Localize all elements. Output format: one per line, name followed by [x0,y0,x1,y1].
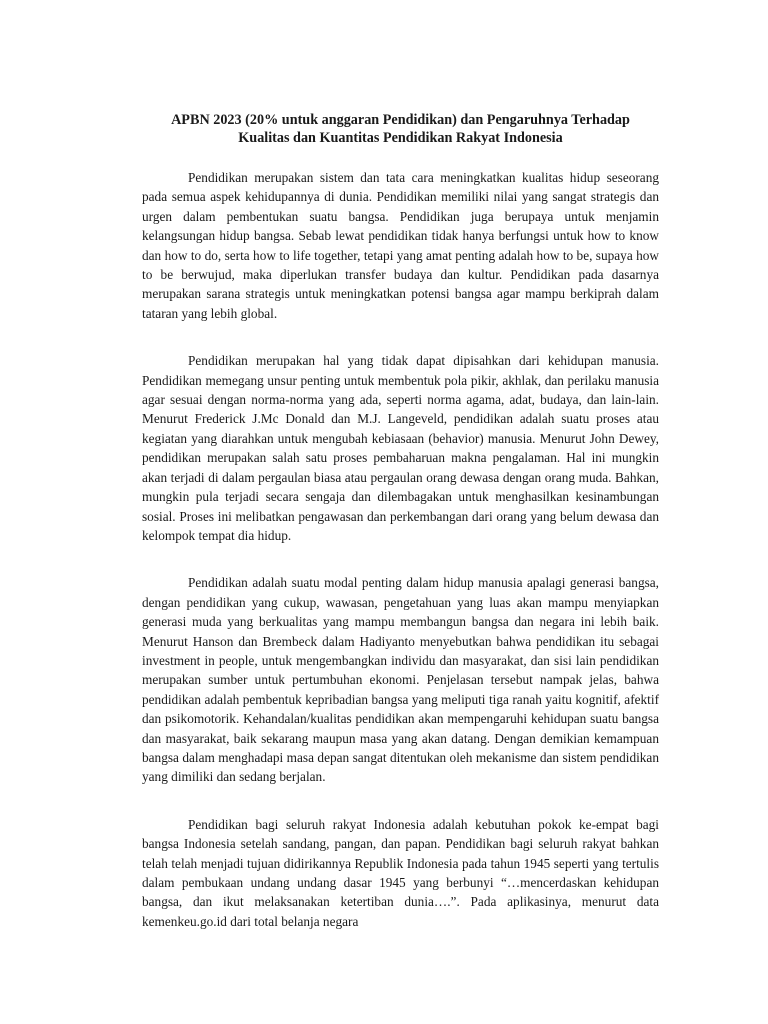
document-body [142,111,659,931]
paragraph-3: Pendidikan adalah suatu modal penting dalam hidup manusia apalagi generasi bangsa, dengan pendidikan yang cukup, wawasan, pengetahuan yang luas akan mampu menyiapkan generasi muda yang berkualitas yang mampu membangun bangsa dan negara ini lebih baik. Menurut Hanson dan Brembeck dalam Hadiyanto menyebutkan bahwa pendidikan itu sebagai investment in people, untuk mengembangkan individu dan masyarakat, dan sisi lain pendidikan merupakan sumber untuk pertumbuhan ekonomi. Penjelasan tersebut nampak jelas, bahwa pendidikan adalah pembentuk kepribadian bangsa yang meliputi tiga ranah yaitu kognitif, afektif dan psikomotorik. Kehandalan/kualitas pendidikan akan mempengaruhi kehidupan suatu bangsa dan masyarakat, baik sekarang maupun masa yang akan datang. Dengan demikian kemampuan bangsa dalam menghadapi masa depan sangat ditentukan oleh mekanisme dan sistem pendidikan yang dimiliki dan sedang berjalan. [142,575,659,785]
title-line-2: Kualitas dan Kuantitas Pendidikan Rakyat Indonesia [238,130,563,146]
paragraph-1: Pendidikan merupakan sistem dan tata cara meningkatkan kualitas hidup seseorang pada semua aspek kehidupannya di dunia. Pendidikan memiliki nilai yang sangat strategis dan urgen dalam pembentukan suatu bangsa. Pendidikan juga berupaya untuk menjamin kelangsungan hidup bangsa. Sebab lewat pendidikan tidak hanya berfungsi untuk how to know dan how to do, serta how to life together, tetapi yang amat penting adalah how to be, supaya how to be berwujud, maka diperlukan transfer budaya dan kultur. Pendidikan pada dasarnya merupakan sarana strategis untuk meningkatkan potensi bangsa agar mampu berkiprah dalam tataran yang lebih global. [142,170,659,321]
paragraph-2: Pendidikan merupakan hal yang tidak dapat dipisahkan dari kehidupan manusia. Pendidikan memegang unsur penting untuk membentuk pola pikir, akhlak, dan perilaku manusia agar sesuai dengan norma-norma yang ada, seperti norma agama, adat, budaya, dan lain-lain. Menurut Frederick J.Mc Donald dan M.J. Langeveld, pendidikan adalah suatu proses atau kegiatan yang diarahkan untuk mengubah kebiasaan (behavior) manusia. Menurut John Dewey, pendidikan merupakan salah satu proses pembaharuan makna pengalaman. Hal ini mungkin akan terjadi di dalam pergaulan biasa atau pergaulan orang dewasa dengan orang muda. Bahkan, mungkin pula terjadi secara sengaja dan dilembagakan untuk menghasilkan kesinambungan sosial. Proses ini melibatkan pengawasan dan perkembangan dari orang yang belum dewasa dan kelompok tempat dia hidup. [142,353,659,543]
paragraph-4: Pendidikan bagi seluruh rakyat Indonesia adalah kebutuhan pokok ke-empat bagi bangsa Indonesia setelah sandang, pangan, dan papan. Pendidikan bagi seluruh rakyat bahkan telah telah menjadi tujuan didirikannya Republik Indonesia pada tahun 1945 seperti yang tertulis dalam pembukaan undang undang dasar 1945 yang berbunyi “…mencerdaskan kehidupan bangsa, dan ikut melaksanakan ketertiban dunia….”. Pada aplikasinya, menurut data kemenkeu.go.id dari total belanja negara [142,816,659,929]
title-line-1: APBN 2023 (20% untuk anggaran Pendidikan) dan Pengaruhnya Terhadap [171,112,630,128]
document-title [142,111,659,147]
